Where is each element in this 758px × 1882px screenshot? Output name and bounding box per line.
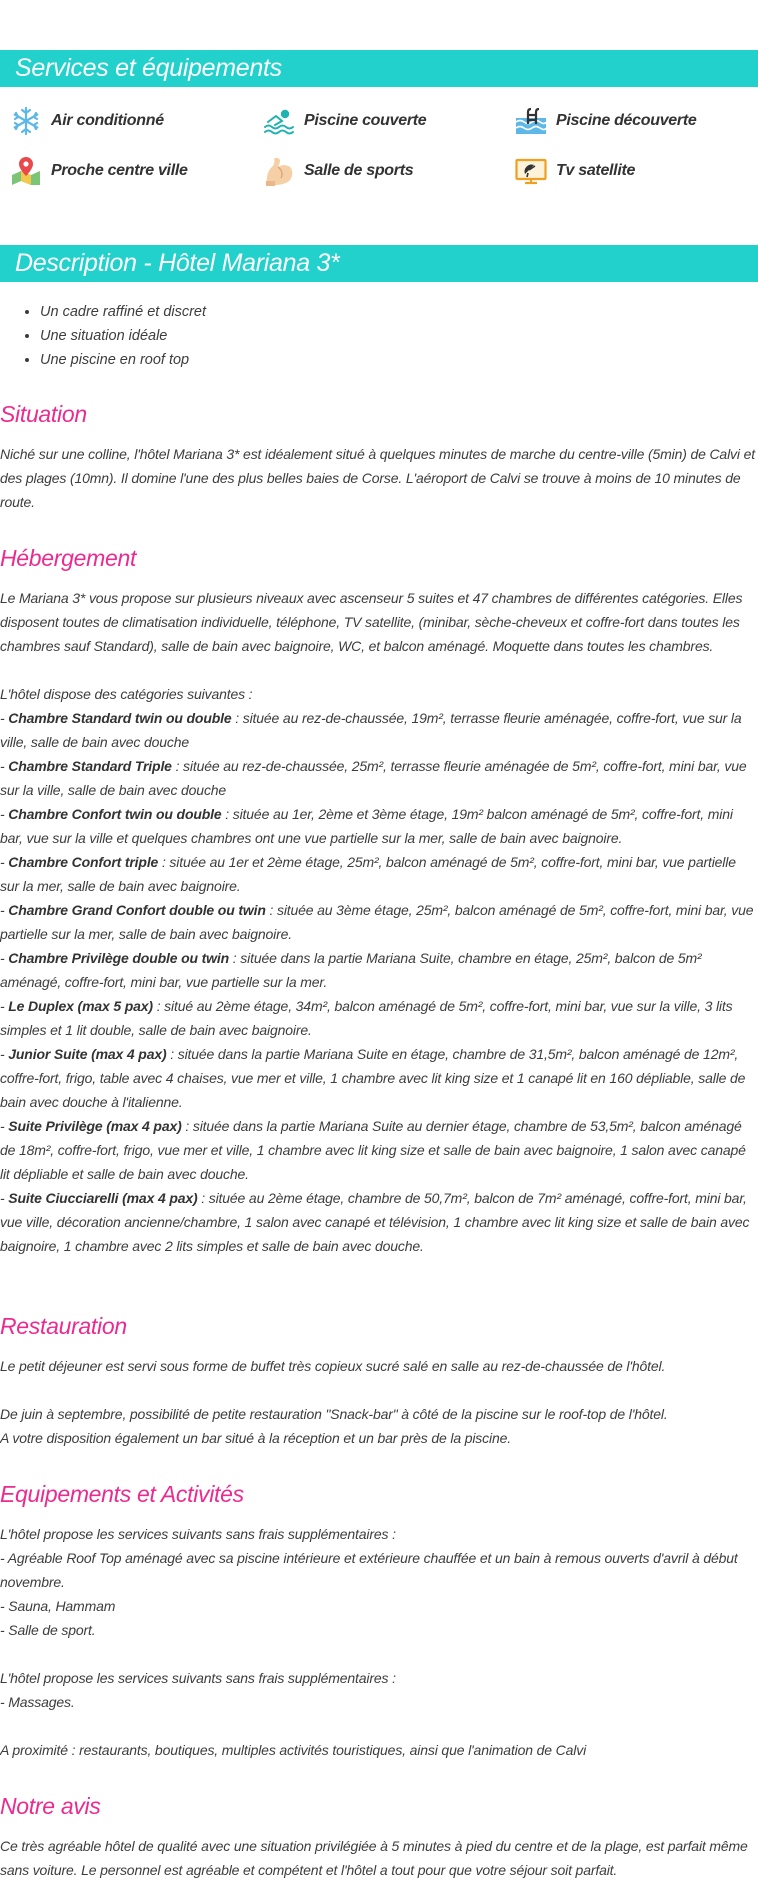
room-item: - Chambre Standard twin ou double : située au rez-de-chaussée, 19m², terrasse fleurie aménagée, coffre-fort, vue sur la ville, salle de bain avec douche	[0, 710, 742, 750]
service-salle-de-sports	[263, 155, 413, 187]
hebergement-intro: Le Mariana 3* vous propose sur plusieurs niveaux avec ascenseur 5 suites et 47 chambres de différentes catégories. Elles disposent toutes de climatisation individuelle, téléphone, TV satellite, (minibar, sèche-cheveux et coffre-fort dans toutes les chambres sauf Standard), salle de bain avec baignoire, WC, et balcon aménagé. Moquette dans toutes les chambres.	[0, 590, 743, 654]
room-item: - Suite Ciucciarelli (max 4 pax) : située au 2ème étage, chambre de 50,7m², balcon de 7m² aménagé, coffre-fort, mini bar, vue ville, décoration ancienne/chambre, 1 salon avec canapé et télévision, 1 chambre avec lit king size et salle de bain avec baignoire, 1 chambre avec 2 lits simples et salle de bain avec douche.	[0, 1190, 750, 1254]
services-title: Services et équipements	[15, 54, 282, 82]
room-desc: : située dans la partie Mariana Suite, chambre en étage, 25m², balcon de 5m² aménagé, coffre-fort, mini bar, vue partielle sur la mer.	[0, 950, 702, 990]
room-name: Suite Ciucciarelli (max 4 pax)	[8, 1190, 198, 1206]
service-piscine-couverte	[263, 105, 426, 137]
description-title: Description - Hôtel Mariana 3*	[15, 249, 340, 277]
swimmer-icon	[263, 106, 295, 136]
room-item: - Chambre Confort twin ou double : située au 1er, 2ème et 3ème étage, 19m² balcon aménagé de 5m², coffre-fort, mini bar, vue sur la ville et quelques chambres ont une vue partielle sur la mer, salle de bain avec baignoire.	[0, 806, 733, 846]
service-label: Piscine couverte	[304, 112, 427, 129]
tv-icon	[515, 156, 547, 186]
room-item: - Chambre Privilège double ou twin : située dans la partie Mariana Suite, chambre en étage, 25m², balcon de 5m² aménagé, coffre-fort, mini bar, vue partielle sur la mer.	[0, 950, 702, 990]
list-item: • Une piscine en roof top	[40, 348, 206, 372]
restauration-line: A votre disposition également un bar situé à la réception et un bar près de la piscine.	[0, 1430, 511, 1446]
room-desc: : située au 2ème étage, chambre de 50,7m², balcon de 7m² aménagé, coffre-fort, mini bar, vue ville, décoration ancienne/chambre, 1 salon avec canapé et télévision, 1 chambre avec lit king size et salle de bain avec baignoire, 1 chambre avec 2 lits simples et salle de bain avec douche.	[0, 1190, 750, 1254]
map-pin-icon	[10, 156, 42, 186]
room-item: - Chambre Confort triple : située au 1er et 2ème étage, 25m², balcon aménagé de 5m², coffre-fort, mini bar, vue partielle sur la mer, salle de bain avec baignoire.	[0, 854, 736, 894]
list-item: - Sauna, Hammam	[0, 1598, 116, 1614]
room-name: Junior Suite (max 4 pax)	[8, 1046, 167, 1062]
situation-title: Situation	[0, 401, 87, 427]
situation-section	[0, 442, 758, 514]
room-name: Le Duplex (max 5 pax)	[8, 998, 153, 1014]
room-item: - Chambre Standard Triple : située au rez-de-chaussée, 25m², terrasse fleurie aménagée de 5m², coffre-fort, mini bar, vue sur la ville, salle de bain avec douche	[0, 758, 747, 798]
nearby-text: A proximité : restaurants, boutiques, multiples activités touristiques, ainsi que l'animation de Calvi	[0, 1742, 587, 1758]
avis-section	[0, 1834, 758, 1882]
restauration-title: Restauration	[0, 1313, 127, 1339]
room-desc: : située au 1er, 2ème et 3ème étage, 19m² balcon aménagé de 5m², coffre-fort, mini bar, vue sur la ville et quelques chambres ont une vue partielle sur la mer, salle de bain avec baignoire.	[0, 806, 733, 846]
room-name: Chambre Privilège double ou twin	[8, 950, 230, 966]
service-piscine-decouverte	[515, 105, 696, 137]
room-desc: : située au rez-de-chaussée, 25m², terrasse fleurie aménagée de 5m², coffre-fort, mini bar, vue sur la ville, salle de bain avec douche	[0, 758, 747, 798]
room-desc: : située dans la partie Mariana Suite au dernier étage, chambre de 53,5m², balcon aménagé de 18m², coffre-fort, frigo, vue mer et ville, 1 chambre avec lit king size et salle de bain avec baignoire, 1 salon avec canapé lit dépliable et salle de bain avec douche.	[0, 1118, 746, 1182]
room-name: Chambre Standard twin ou double	[8, 710, 232, 726]
room-name: Chambre Grand Confort double ou twin	[8, 902, 266, 918]
restauration-line: Le petit déjeuner est servi sous forme de buffet très copieux sucré salé en salle au rez-de-chaussée de l'hôtel.	[0, 1358, 666, 1374]
categories-intro: L'hôtel dispose des catégories suivantes :	[0, 686, 253, 702]
room-item: - Suite Privilège (max 4 pax) : située dans la partie Mariana Suite au dernier étage, chambre de 53,5m², balcon aménagé de 18m², coffre-fort, frigo, vue mer et ville, 1 chambre avec lit king size et salle de bain avec baignoire, 1 salon avec canapé lit dépliable et salle de bain avec douche.	[0, 1118, 746, 1182]
snowflake-icon	[10, 106, 42, 136]
restauration-section	[0, 1354, 758, 1450]
avis-text: Ce très agréable hôtel de qualité avec une situation privilégiée à 5 minutes à pied du centre et de la plage, est parfait même sans voiture. Le personnel est agréable et compétent et l'hôtel a tout pour que votre séjour soit parfait.	[0, 1838, 748, 1878]
room-item: - Chambre Grand Confort double ou twin : située au 3ème étage, 25m², balcon aménagé de 5m², coffre-fort, mini bar, vue partielle sur la mer, salle de bain avec baignoire.	[0, 902, 754, 942]
list-item: - Massages.	[0, 1694, 75, 1710]
hebergement-title: Hébergement	[0, 545, 137, 571]
pool-ladder-icon	[515, 106, 547, 136]
list-item: • Une situation idéale	[40, 324, 206, 348]
service-label: Air conditionné	[51, 112, 164, 129]
room-name: Chambre Standard Triple	[8, 758, 172, 774]
equipements-title: Equipements et Activités	[0, 1481, 244, 1507]
service-proche-centre-ville	[10, 155, 188, 187]
feature-list	[20, 300, 206, 372]
room-item: - Junior Suite (max 4 pax) : située dans la partie Mariana Suite en étage, chambre de 31,5m², balcon aménagé de 12m², coffre-fort, frigo, table avec 4 chaises, vue mer et ville, 1 chambre avec lit king size et 1 canapé lit en 160 dépliable, salle de bain avec douche à l'italienne.	[0, 1046, 746, 1110]
equipements-section	[0, 1522, 758, 1762]
list-item: - Salle de sport.	[0, 1622, 96, 1638]
situation-text: Niché sur une colline, l'hôtel Mariana 3* est idéalement situé à quelques minutes de marche du centre-ville (5min) de Calvi et des plages (10mn). Il domine l'une des plus belles baies de Corse. L'aéroport de Calvi se trouve à moins de 10 minutes de route.	[0, 446, 755, 510]
list-item: • Un cadre raffiné et discret	[40, 300, 206, 324]
free-services-intro: L'hôtel propose les services suivants sans frais supplémentaires :	[0, 1526, 396, 1542]
room-item: - Le Duplex (max 5 pax) : situé au 2ème étage, 34m², balcon aménagé de 5m², coffre-fort, mini bar, vue sur la ville, 3 lits simples et 1 lit double, salle de bain avec baignoire.	[0, 998, 733, 1038]
room-desc: : située dans la partie Mariana Suite en étage, chambre de 31,5m², balcon aménagé de 12m², coffre-fort, frigo, table avec 4 chaises, vue mer et ville, 1 chambre avec lit king size et 1 canapé lit en 160 dépliable, salle de bain avec douche à l'italienne.	[0, 1046, 746, 1110]
room-desc: : située au 3ème étage, 25m², balcon aménagé de 5m², coffre-fort, mini bar, vue partielle sur la mer, salle de bain avec baignoire.	[0, 902, 754, 942]
restauration-line: De juin à septembre, possibilité de petite restauration "Snack-bar" à côté de la piscine sur le roof-top de l'hôtel.	[0, 1406, 668, 1422]
flexed-arm-icon	[263, 156, 295, 186]
service-label: Salle de sports	[304, 162, 414, 179]
service-tv-satellite	[515, 155, 635, 187]
hebergement-section	[0, 586, 758, 1258]
paid-services-intro: L'hôtel propose les services suivants sans frais supplémentaires :	[0, 1670, 396, 1686]
description-title-bar	[0, 245, 758, 282]
room-desc: : situé au 2ème étage, 34m², balcon aménagé de 5m², coffre-fort, mini bar, vue sur la ville, 3 lits simples et 1 lit double, salle de bain avec baignoire.	[0, 998, 733, 1038]
room-desc: : située au rez-de-chaussée, 19m², terrasse fleurie aménagée, coffre-fort, vue sur la ville, salle de bain avec douche	[0, 710, 742, 750]
service-label: Tv satellite	[556, 162, 636, 179]
room-name: Chambre Confort triple	[8, 854, 159, 870]
services-title-bar	[0, 50, 758, 87]
room-desc: : située au 1er et 2ème étage, 25m², balcon aménagé de 5m², coffre-fort, mini bar, vue partielle sur la mer, salle de bain avec baignoire.	[0, 854, 736, 894]
avis-title: Notre avis	[0, 1793, 101, 1819]
room-name: Suite Privilège (max 4 pax)	[8, 1118, 182, 1134]
service-air-conditionne	[10, 105, 164, 137]
service-label: Proche centre ville	[51, 162, 188, 179]
list-item: - Agréable Roof Top aménagé avec sa piscine intérieure et extérieure chauffée et un bain à remous ouverts d'avril à début novembre.	[0, 1550, 738, 1590]
service-label: Piscine découverte	[556, 112, 697, 129]
room-name: Chambre Confort twin ou double	[8, 806, 222, 822]
